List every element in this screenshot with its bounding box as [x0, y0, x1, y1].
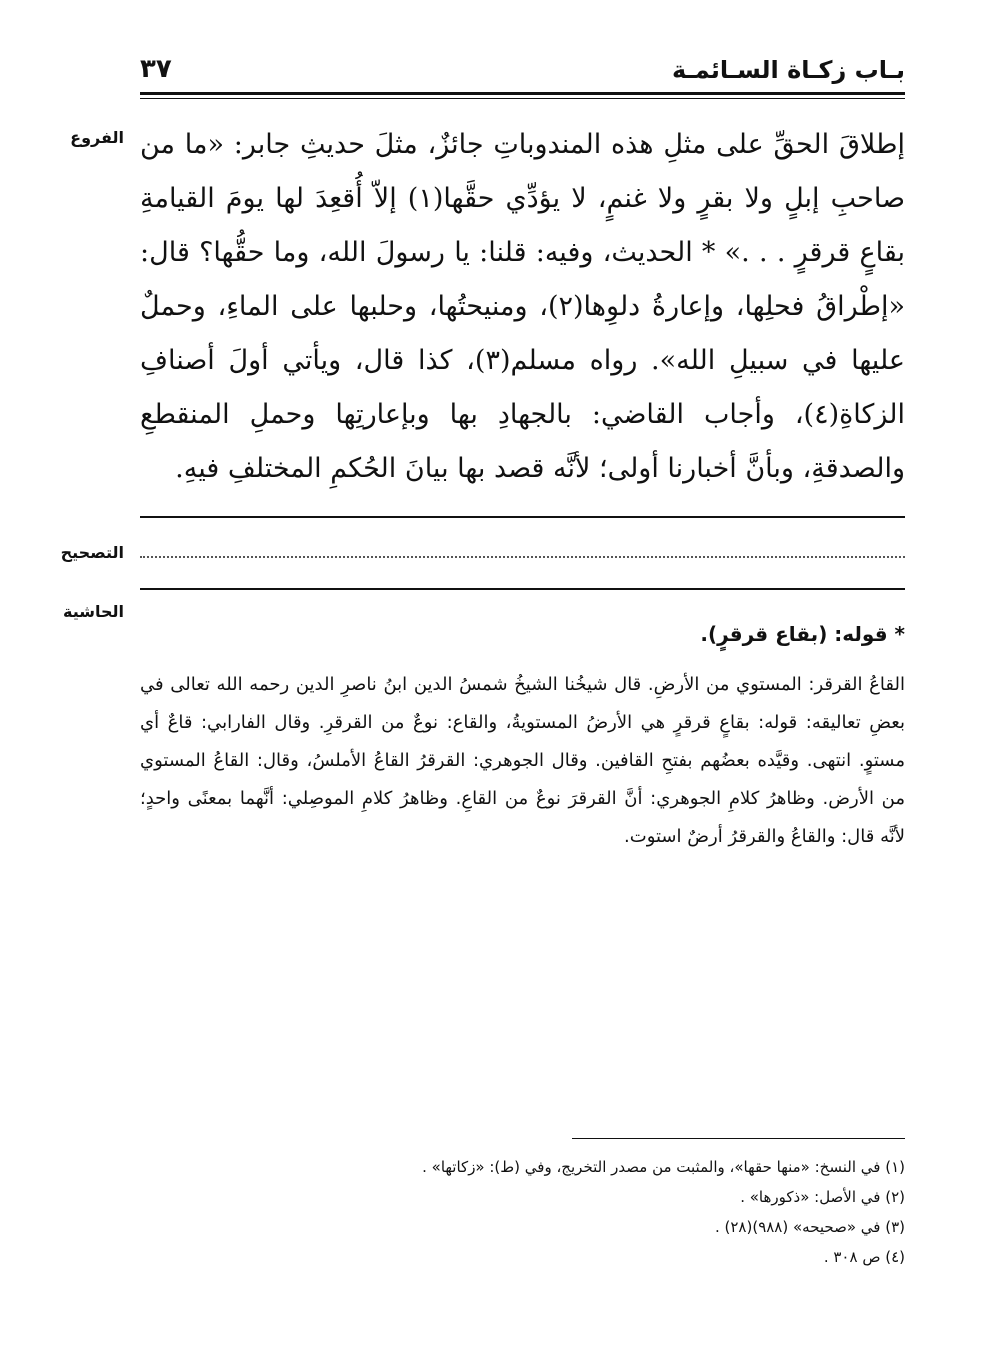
margin-label-tashih: التصحيح	[60, 543, 124, 562]
running-title: بـاب زكـاة السـائمـة	[672, 56, 905, 84]
footnotes	[300, 1152, 905, 1272]
page-number: ٣٧	[140, 54, 172, 84]
page-header	[140, 50, 905, 90]
section-rule-top	[140, 516, 905, 518]
section-rule-bottom	[140, 588, 905, 590]
margin-label-hashiya: الحاشية	[63, 602, 124, 621]
header-rule-thin	[140, 98, 905, 99]
header-rule	[140, 92, 905, 95]
main-text-block	[140, 118, 905, 496]
footnote-1: (١) في النسخ: «منها حقها»، والمثبت من مصدر التخريج، وفي (ط): «زكاتها» .	[422, 1158, 905, 1176]
main-paragraph: إطلاقَ الحقِّ على مثلِ هذه المندوباتِ جائزٌ، مثلَ حديثِ جابر: «ما من صاحبِ إبلٍ ولا بقرٍ ولا غنمٍ، لا يؤدِّي حقَّها(١) إلاّ أُقعِدَ لها يومَ القيامةِ بقاعٍ قرقرٍ . . .» * الحديث، وفيه: قلنا: يا رسولَ الله، وما حقُّها؟ قال: «إطْراقُ فحلِها، وإعارةُ دلوِها(٢)، ومنيحتُها، وحلبها على الماءِ، وحملٌ عليها في سبيلِ الله». رواه مسلم(٣)، كذا قال، ويأتي أولَ أصنافِ الزكاةِ(٤)، وأجاب القاضي: بالجهادِ بها وبإعارتِها وحملِ المنقطعِ والصدقةِ، وبأنَّ أخبارنا أولى؛ لأنَّه قصد بها بيانَ الحُكمِ المختلفِ فيهِ.	[140, 129, 905, 484]
footnote-3: (٣) في «صحيحه» (٩٨٨)(٢٨) .	[714, 1218, 905, 1236]
footnote-rule	[572, 1138, 905, 1139]
margin-label-furu: الفروع	[70, 128, 124, 147]
footnote-2: (٢) في الأصل: «ذكورها» .	[740, 1188, 905, 1206]
footnote-4: (٤) ص ٣٠٨ .	[823, 1248, 905, 1266]
tashih-dotted-line	[140, 556, 905, 558]
note-body	[140, 666, 905, 856]
note-heading: * قوله: (بقاع قرقرٍ).	[700, 622, 905, 646]
note-paragraph: القاعُ القرقر: المستوي من الأرضِ. قال شيخُنا الشيخُ شمسُ الدين ابنُ ناصرِ الدين رحمه الله تعالى في بعضِ تعاليقه: قوله: بقاعٍ قرقرٍ هي الأرضُ المستويةُ، والقاع: نوعٌ من القرقرِ. وقال الفارابي: قاعٌ أي مستوٍ. انتهى. وقيَّده بعضُهم بفتحِ القافين. وقال الجوهري: القرقرُ القاعُ الأملسُ، وقال: القاعُ المستوي من الأرض. وظاهرُ كلامِ الجوهري: أنَّ القرقرَ نوعٌ من القاعِ. وظاهرُ كلامِ الموصِلي: أنَّهما بمعنًى واحدٍ؛ لأنَّه قال: والقاعُ والقرقرُ أرضٌ استوت.	[140, 674, 905, 847]
